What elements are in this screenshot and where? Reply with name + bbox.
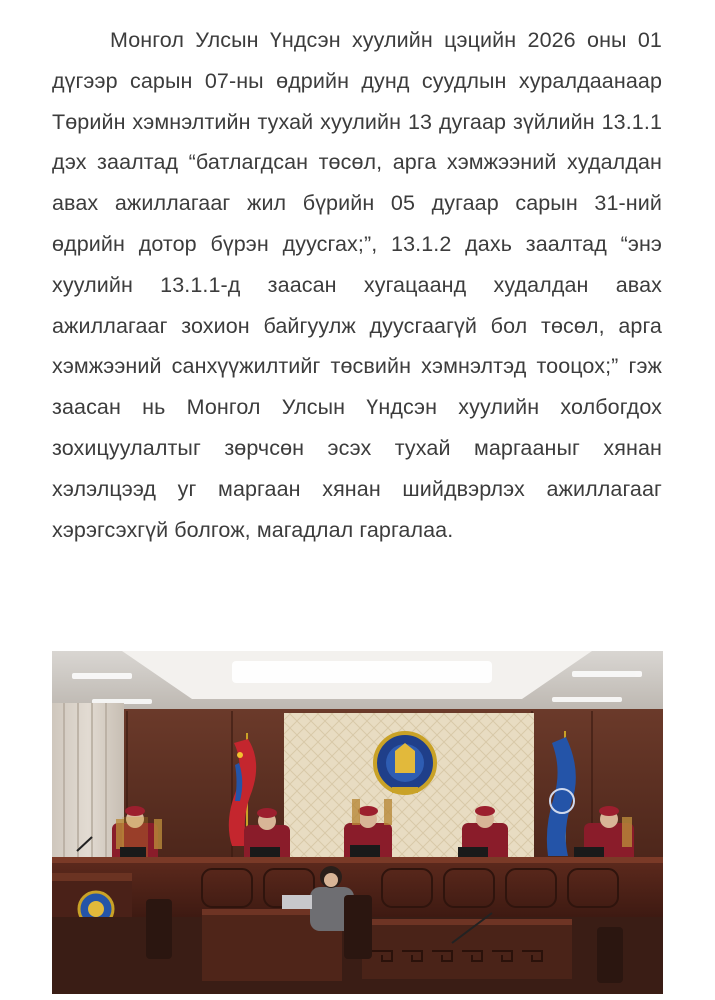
state-emblem-icon: [375, 733, 435, 793]
article-paragraph: Монгол Улсын Үндсэн хуулийн цэцийн 2026 оны 01 дүгээр сарын 07-ны өдрийн дунд суудлын хуралдаанаар Төрийн хэмнэлтийн тухай хуулийн 13 дугаар зүйлийн 13.1.1 дэх заалтад “батлагдсан төсөл, арга хэмжээний худалдан авах ажиллагааг жил бүрийн 05 дугаар сарын 31-ний өдрийн дотор бүрэн дуусгах;”, 13.1.2 дахь заалтад “энэ хуулийн 13.1.1-д заасан хугацаанд худалдан авах ажиллагааг зохион байгуулж дуусгаагүй бол төсөл, арга хэмжээний санхүүжилтийг төсвийн хэмнэлтэд тооцох;” гэж заасан нь Монгол Улсын Үндсэн хуулийн холбогдох зохицуулалтыг зөрчсөн эсэх тухай маргааныг хянан хэлэлцээд уг маргаан хянан шийдвэрлэх ажиллагааг хэрэгсэхгүй болгож, магадлал гаргалаа.: [52, 28, 662, 542]
courtroom-photo: [52, 651, 663, 994]
front-desk: [362, 919, 572, 979]
